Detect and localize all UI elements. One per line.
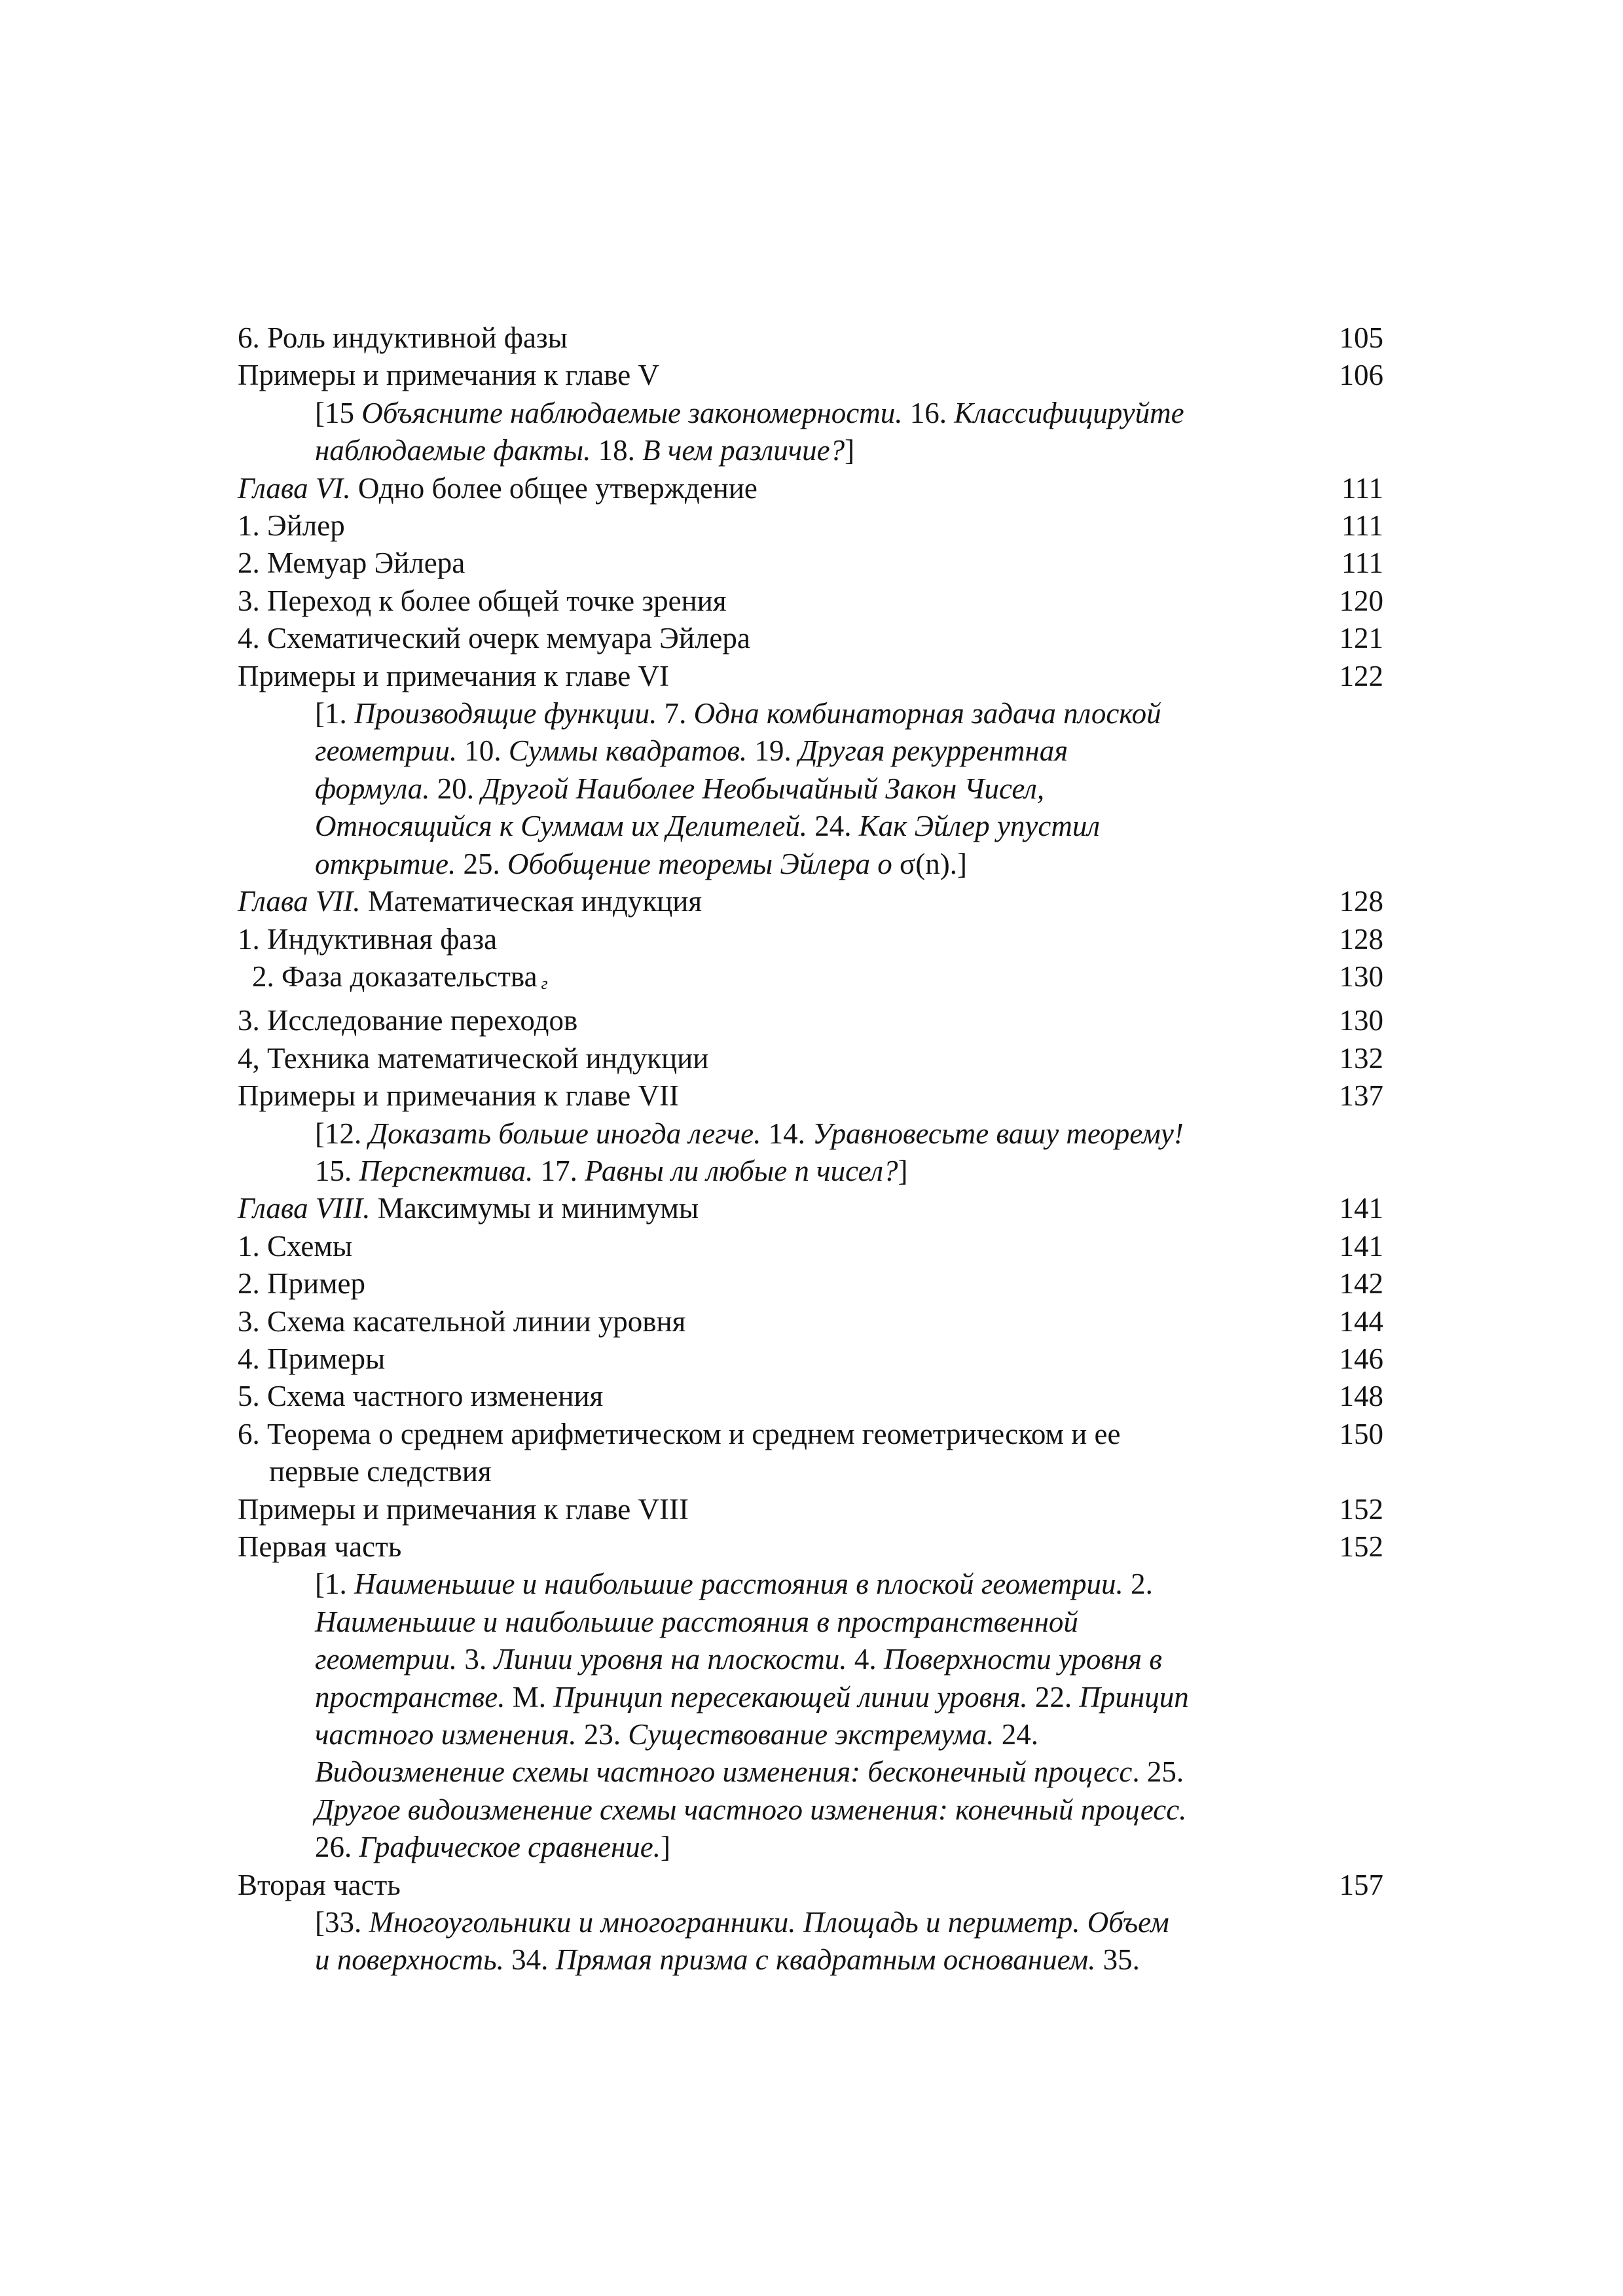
toc-entry-title: Примеры и примечания к главе V: [238, 359, 659, 392]
toc-entry-page: 128: [1339, 922, 1383, 956]
toc-entry: [238, 1867, 1383, 1904]
toc-entry: [238, 1303, 1383, 1340]
note-italic: пространстве.: [315, 1680, 505, 1713]
toc-entry: [238, 1077, 1383, 1115]
note-line: [315, 1153, 1357, 1190]
note-text: М.: [505, 1680, 554, 1713]
note-text: . 25.: [1132, 1755, 1184, 1789]
note-text: .]: [949, 847, 968, 880]
note-text: ]: [898, 1154, 908, 1187]
toc-entry-page: 141: [1339, 1192, 1383, 1225]
note-italic: Суммы квадратов.: [508, 734, 748, 768]
note-italic: Принцип: [1079, 1680, 1189, 1713]
toc-entry: [238, 1002, 1383, 1039]
note-text: ]: [661, 1831, 671, 1864]
note-italic: Прямая призма с квадратным основанием.: [555, 1943, 1096, 1977]
note-text: σ(n): [900, 847, 950, 880]
toc-entry: [238, 1416, 1383, 1491]
chapter-label: Глава VII.: [238, 885, 361, 918]
toc-entry: [238, 921, 1383, 958]
note-italic: Существование экстремума.: [628, 1718, 994, 1751]
toc-note: [238, 695, 1383, 883]
toc-entry-page: 128: [1339, 885, 1383, 918]
note-line: [315, 432, 1357, 469]
note-italic: Одна комбинаторная задача плоской: [693, 697, 1161, 730]
toc-note: [238, 395, 1383, 470]
note-italic: В чем различие?: [642, 434, 845, 467]
toc-entry-page: 137: [1339, 1079, 1383, 1113]
note-text: 15.: [315, 1154, 359, 1187]
note-line: [315, 1941, 1357, 1979]
note-text: 26.: [315, 1831, 359, 1864]
toc-note: [238, 1904, 1383, 1979]
note-text: 10.: [457, 734, 509, 768]
note-line: [315, 1904, 1357, 1941]
note-text: 7.: [657, 697, 694, 730]
note-text: 18.: [591, 434, 643, 467]
note-text: 24.: [807, 810, 859, 843]
note-line: [315, 770, 1357, 808]
note-text: [33.: [315, 1906, 369, 1939]
toc-entry: [238, 1265, 1383, 1302]
toc-entry-title: Вторая часть: [238, 1868, 401, 1901]
chapter-title: Одно более общее утверждение: [350, 471, 757, 505]
toc-entry: [238, 658, 1383, 695]
note-text: 17.: [533, 1154, 585, 1187]
toc-note: [238, 1115, 1383, 1191]
toc-entry-title: 4, Техника математической индукции: [238, 1041, 709, 1075]
toc-entry-page: 144: [1339, 1304, 1383, 1338]
toc-entry: [238, 507, 1383, 545]
toc-entry-page: 141: [1339, 1229, 1383, 1263]
toc-entry-page: 111: [1341, 547, 1383, 580]
toc-chapter: [238, 470, 1383, 507]
note-italic: Относящийся к Суммам их Делителей.: [315, 810, 808, 843]
note-line: [315, 1791, 1357, 1829]
toc-entry-title: 6. Теорема о среднем арифметическом и среднем геометрическом и ее первые следствия: [238, 1417, 1121, 1488]
toc-entry-page: 111: [1341, 471, 1383, 505]
toc-entry: [238, 1228, 1383, 1265]
toc-entry-page: 132: [1339, 1041, 1383, 1075]
toc-entry-title: Примеры и примечания к главе VII: [238, 1079, 679, 1113]
toc-entry-page: 152: [1339, 1492, 1383, 1526]
toc-entry-title: Первая часть: [238, 1530, 402, 1563]
toc-entry: [238, 319, 1383, 357]
toc-entry: [238, 1040, 1383, 1077]
note-italic: Другой Наиболее Необычайный Закон Чисел,: [481, 772, 1045, 805]
note-italic: Линии уровня на плоскости.: [494, 1643, 847, 1676]
note-text: 23.: [576, 1718, 629, 1751]
note-italic: Равны ли любые n чисел?: [585, 1154, 898, 1187]
toc-entry-page: 105: [1339, 321, 1383, 354]
note-text: 35.: [1095, 1943, 1140, 1977]
note-italic: Обобщение теоремы Эйлера о: [507, 847, 900, 880]
chapter-title: Максимумы и минимумы: [370, 1192, 699, 1225]
note-text: 24.: [994, 1718, 1038, 1751]
note-text: [12.: [315, 1117, 369, 1150]
toc-entry-title: 4. Схематический очерк мемуара Эйлера: [238, 622, 750, 655]
toc-entry-title: 6. Роль индуктивной фазы: [238, 321, 568, 354]
note-italic: и поверхность.: [315, 1943, 504, 1977]
note-italic: геометрии.: [315, 734, 458, 768]
toc-entry: [238, 620, 1383, 657]
toc-entry-title: 2. Пример: [238, 1267, 366, 1300]
note-line: [315, 695, 1357, 732]
note-italic: Классифицируйте: [954, 396, 1184, 429]
toc-entry-title: Примеры и примечания к главе VI: [238, 659, 669, 692]
toc-entry-title: 1. Индуктивная фаза: [238, 922, 498, 956]
note-line: [315, 732, 1357, 770]
note-text: 20.: [429, 772, 482, 805]
note-italic: формула.: [315, 772, 430, 805]
note-italic: Поверхности уровня в: [883, 1643, 1162, 1676]
note-text: [1.: [315, 697, 354, 730]
toc-entry-title: 5. Схема частного изменения: [238, 1380, 604, 1413]
toc-entry-title: [238, 885, 702, 918]
toc-entry: [238, 357, 1383, 394]
toc-entry: [238, 1491, 1383, 1528]
toc-entry: [238, 958, 1383, 1002]
note-text: [15: [315, 396, 362, 429]
toc-entry-page: 157: [1339, 1868, 1383, 1901]
toc-entry-title: 3. Переход к более общей точке зрения: [238, 584, 727, 617]
note-text: 34.: [503, 1943, 556, 1977]
toc-entry-page: 130: [1339, 1004, 1383, 1037]
toc-entry-page: 122: [1339, 659, 1383, 692]
note-text: ]: [845, 434, 855, 467]
note-text: 4.: [847, 1643, 884, 1676]
note-line: [315, 1679, 1357, 1716]
chapter-label: Глава VI.: [238, 471, 351, 505]
note-italic: Как Эйлер упустил: [858, 810, 1100, 843]
toc-entry: [238, 545, 1383, 582]
note-italic: наблюдаемые факты.: [315, 434, 591, 467]
toc-entry-page: 130: [1339, 960, 1383, 993]
toc-entry-title: [238, 472, 757, 505]
note-line: [315, 1716, 1357, 1753]
note-line: [315, 395, 1357, 432]
note-italic: частного изменения.: [315, 1718, 577, 1751]
chapter-label: Глава VIII.: [238, 1192, 371, 1225]
toc-entry-title: 4. Примеры: [238, 1342, 386, 1375]
note-line: [315, 1566, 1357, 1603]
note-text: 14.: [761, 1117, 813, 1150]
note-italic: Объясните наблюдаемые закономерности.: [361, 396, 903, 429]
note-line: [315, 808, 1357, 845]
toc-entry-page: 146: [1339, 1342, 1383, 1375]
chapter-title: Математическая индукция: [360, 885, 702, 918]
note-italic: Другое видоизменение схемы частного изменения: конечный процесс.: [315, 1793, 1187, 1826]
note-text: 2.: [1123, 1568, 1153, 1601]
note-text: 3.: [457, 1643, 494, 1676]
note-text: 22.: [1027, 1680, 1080, 1713]
toc-entry-title: [238, 1192, 699, 1225]
note-italic: Перспектива.: [359, 1154, 534, 1187]
toc-entry-text: 2. Фаза доказательства: [252, 960, 538, 993]
note-line: [315, 1829, 1357, 1866]
note-italic: Другая рекуррентная: [798, 734, 1068, 768]
toc-entry-page: 111: [1341, 509, 1383, 543]
table-of-contents: [238, 319, 1383, 1979]
note-line: [315, 846, 1357, 883]
note-line: [315, 1604, 1357, 1641]
toc-entry: [238, 1378, 1383, 1415]
toc-entry: [238, 1528, 1383, 1566]
note-italic: Многоугольники и многогранники. Площадь и периметр. Объем: [369, 1906, 1169, 1939]
note-text: 19.: [747, 734, 799, 768]
toc-entry-page: 152: [1339, 1530, 1383, 1563]
toc-entry-title: 1. Схемы: [238, 1229, 353, 1263]
toc-entry-title: 3. Исследование переходов: [238, 1004, 578, 1037]
note-text: 16.: [902, 396, 955, 429]
toc-entry: [238, 1340, 1383, 1378]
stray-mark: г: [541, 973, 548, 993]
toc-entry-page: 150: [1339, 1417, 1383, 1450]
toc-entry-page: 106: [1339, 359, 1383, 392]
note-text: [1.: [315, 1568, 354, 1601]
note-italic: геометрии.: [315, 1643, 458, 1676]
toc-entry-page: 120: [1339, 584, 1383, 617]
toc-entry-title: [252, 960, 548, 993]
note-italic: Наименьшие и наибольшие расстояния в плоской геометрии.: [354, 1568, 1123, 1601]
toc-chapter: [238, 883, 1383, 920]
toc-entry-page: 142: [1339, 1267, 1383, 1300]
note-italic: Производящие функции.: [354, 697, 657, 730]
note-italic: Наименьшие и наибольшие расстояния в пространственной: [315, 1605, 1078, 1638]
note-line: [315, 1641, 1357, 1678]
toc-chapter: [238, 1190, 1383, 1227]
toc-entry-page: 121: [1339, 622, 1383, 655]
note-italic: открытие.: [315, 847, 456, 880]
toc-entry-title: Примеры и примечания к главе VIII: [238, 1492, 689, 1526]
toc-entry-page: 148: [1339, 1380, 1383, 1413]
toc-note: [238, 1566, 1383, 1866]
toc-entry-title: 3. Схема касательной линии уровня: [238, 1304, 686, 1338]
note-line: [315, 1115, 1357, 1153]
note-text: 25.: [456, 847, 507, 880]
toc-entry-title: 1. Эйлер: [238, 509, 345, 543]
note-italic: Графическое сравнение.: [359, 1831, 661, 1864]
note-italic: Видоизменение схемы частного изменения: бесконечный процесс: [315, 1755, 1133, 1789]
note-italic: Принцип пересекающей линии уровня.: [553, 1680, 1028, 1713]
note-italic: Уравновесьте вашу теорему!: [812, 1117, 1184, 1150]
note-italic: Доказать больше иногда легче.: [369, 1117, 761, 1150]
toc-entry-title: 2. Мемуар Эйлера: [238, 547, 465, 580]
note-line: [315, 1753, 1357, 1791]
toc-entry: [238, 583, 1383, 620]
